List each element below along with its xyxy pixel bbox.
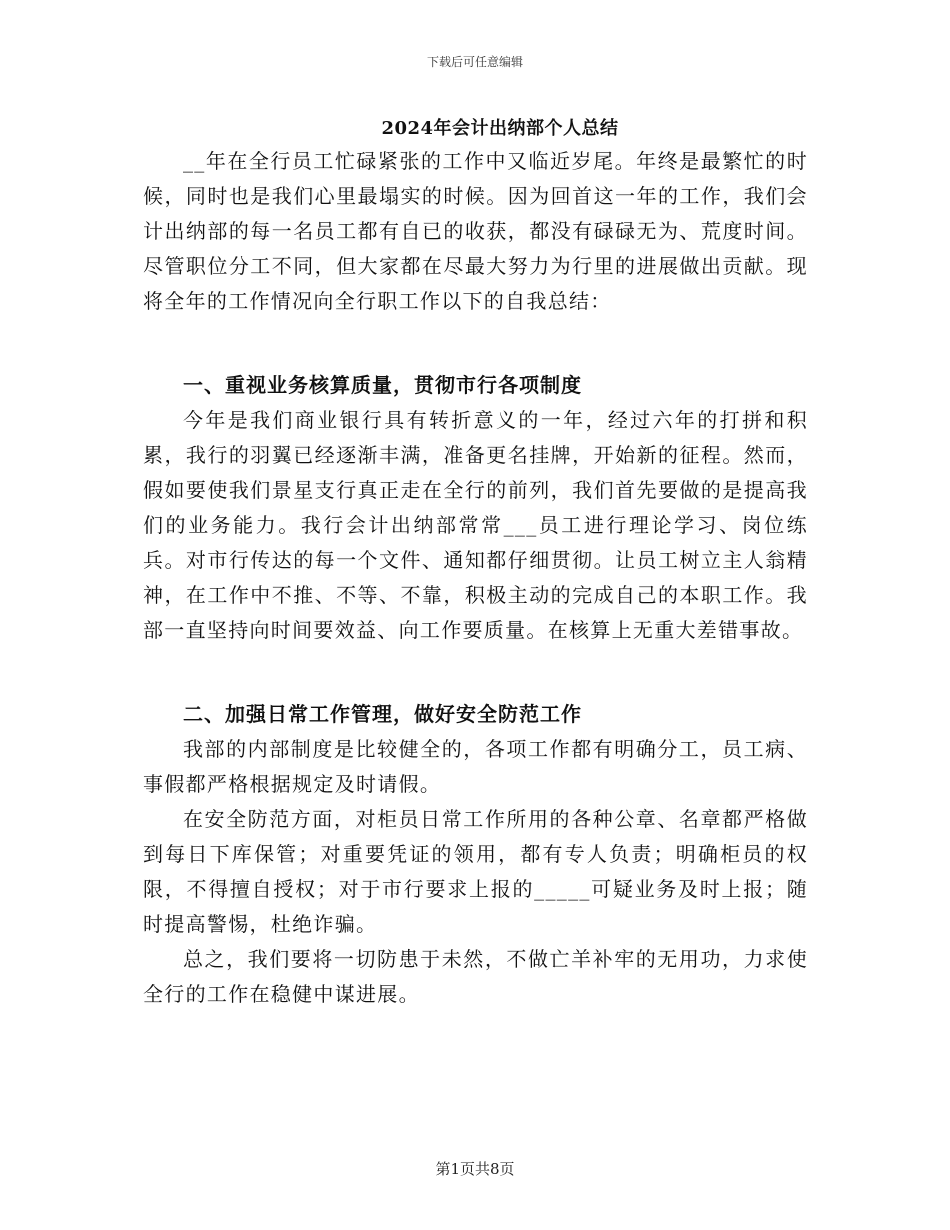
document-title: 2024年会计出纳部个人总结 bbox=[381, 118, 619, 139]
section-1-paragraph: 今年是我们商业银行具有转折意义的一年，经过六年的打拼和积累，我行的羽翼已经逐渐丰满，准备更名挂牌，开始新的征程。然而，假如要使我们景星支行真正走在全行的前列，我们首先要做的是提高我们的业务能力。我行会计出纳部常常___员工进行理论学习、岗位练兵。对市行传达的每一个文件、通知都仔细贯彻。让员工树立主人翁精神，在工作中不推、不等、不靠，积极主动的完成自己的本职工作。我部一直坚持向时间要效益、向工作要质量。在核算上无重大差错事故。 bbox=[143, 408, 808, 642]
page-number-footer: 第1页共8页 bbox=[435, 1160, 515, 1178]
section-2-paragraph-1: 我部的内部制度是比较健全的，各项工作都有明确分工，员工病、事假都严格根据规定及时请假。 bbox=[143, 737, 808, 796]
intro-paragraph: __年在全行员工忙碌紧张的工作中又临近岁尾。年终是最繁忙的时候，同时也是我们心里最塌实的时候。因为回首这一年的工作，我们会计出纳部的每一名员工都有自已的收获，都没有碌碌无为、荒度时间。尽管职位分工不同，但大家都在尽最大努力为行里的进展做出贡献。现将全年的工作情况向全行职工作以下的自我总结： bbox=[143, 149, 808, 313]
section-heading-2: 二、加强日常工作管理，做好安全防范工作 bbox=[183, 702, 582, 726]
section-2-paragraph-3: 总之，我们要将一切防患于未然，不做亡羊补牢的无用功，力求使全行的工作在稳健中谋进展。 bbox=[143, 947, 808, 1006]
page-header: 下载后可任意编辑 bbox=[426, 55, 523, 69]
section-heading-1: 一、重视业务核算质量，贯彻市行各项制度 bbox=[183, 373, 582, 397]
document-body bbox=[143, 144, 808, 1012]
section-2-paragraph-2: 在安全防范方面，对柜员日常工作所用的各种公章、名章都严格做到每日下库保管；对重要凭证的领用，都有专人负责；明确柜员的权限，不得擅自授权；对于市行要求上报的_____可疑业务及时上报；随时提高警惕，杜绝诈骗。 bbox=[143, 807, 808, 936]
